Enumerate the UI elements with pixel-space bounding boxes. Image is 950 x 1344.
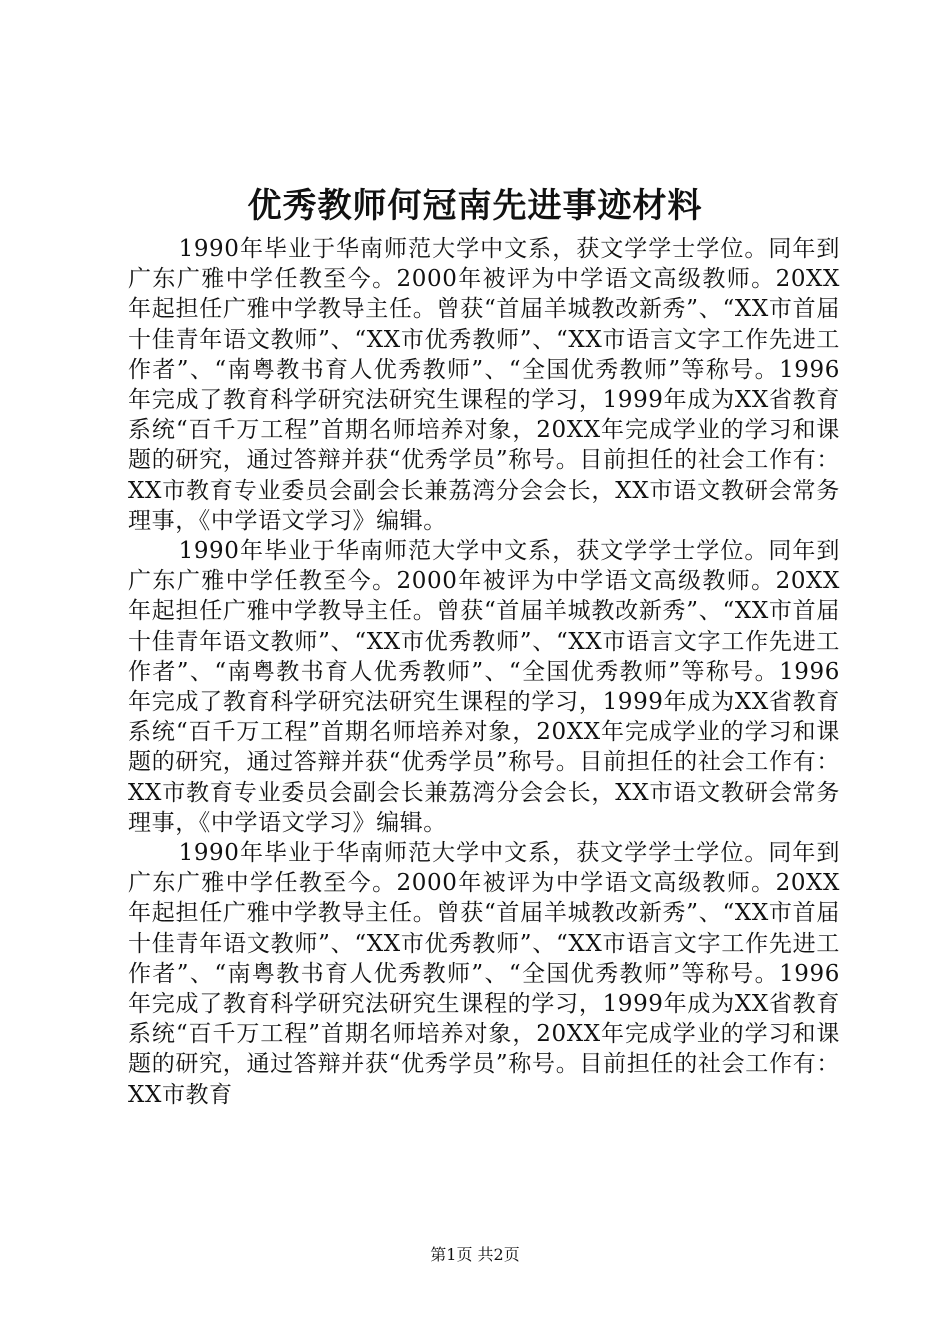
paragraph: 1990年毕业于华南师范大学中文系，获文学学士学位。同年到广东广雅中学任教至今。2000年被评为中学语文高级教师。20XX年起担任广雅中学教导主任。曾获“首届羊城教改新秀”、“XX市首届十佳青年语文教师”、“XX市优秀教师”、“XX市语言文字工作先进工作者”、“南粤教书育人优秀教师”、“全国优秀教师”等称号。1996年完成了教育科学研究法研究生课程的学习，1999年成为XX省教育系统“百千万工程”首期名师培养对象，20XX年完成学业的学习和课题的研究，通过答辩并获“优秀学员”称号。目前担任的社会工作有：XX市教育专业委员会副会长兼荔湾分会会长，XX市语文教研会常务理事，《中学语文学习》编辑。 <box>128 538 840 836</box>
paragraph: 1990年毕业于华南师范大学中文系，获文学学士学位。同年到广东广雅中学任教至今。2000年被评为中学语文高级教师。20XX年起担任广雅中学教导主任。曾获“首届羊城教改新秀”、“XX市首届十佳青年语文教师”、“XX市优秀教师”、“XX市语言文字工作先进工作者”、“南粤教书育人优秀教师”、“全国优秀教师”等称号。1996年完成了教育科学研究法研究生课程的学习，1999年成为XX省教育系统“百千万工程”首期名师培养对象，20XX年完成学业的学习和课题的研究，通过答辩并获“优秀学员”称号。目前担任的社会工作有：XX市教育专业委员会副会长兼荔湾分会会长，XX市语文教研会常务理事，《中学语文学习》编辑。 <box>128 236 840 534</box>
document-title: 优秀教师何冠南先进事迹材料 <box>247 186 703 226</box>
paragraph: 1990年毕业于华南师范大学中文系，获文学学士学位。同年到广东广雅中学任教至今。2000年被评为中学语文高级教师。20XX年起担任广雅中学教导主任。曾获“首届羊城教改新秀”、“XX市首届十佳青年语文教师”、“XX市优秀教师”、“XX市语言文字工作先进工作者”、“南粤教书育人优秀教师”、“全国优秀教师”等称号。1996年完成了教育科学研究法研究生课程的学习，1999年成为XX省教育系统“百千万工程”首期名师培养对象，20XX年完成学业的学习和课题的研究，通过答辩并获“优秀学员”称号。目前担任的社会工作有：XX市教育 <box>128 840 840 1108</box>
page-number-footer: 第1页 共2页 <box>430 1245 520 1264</box>
document-body <box>128 234 840 1186</box>
